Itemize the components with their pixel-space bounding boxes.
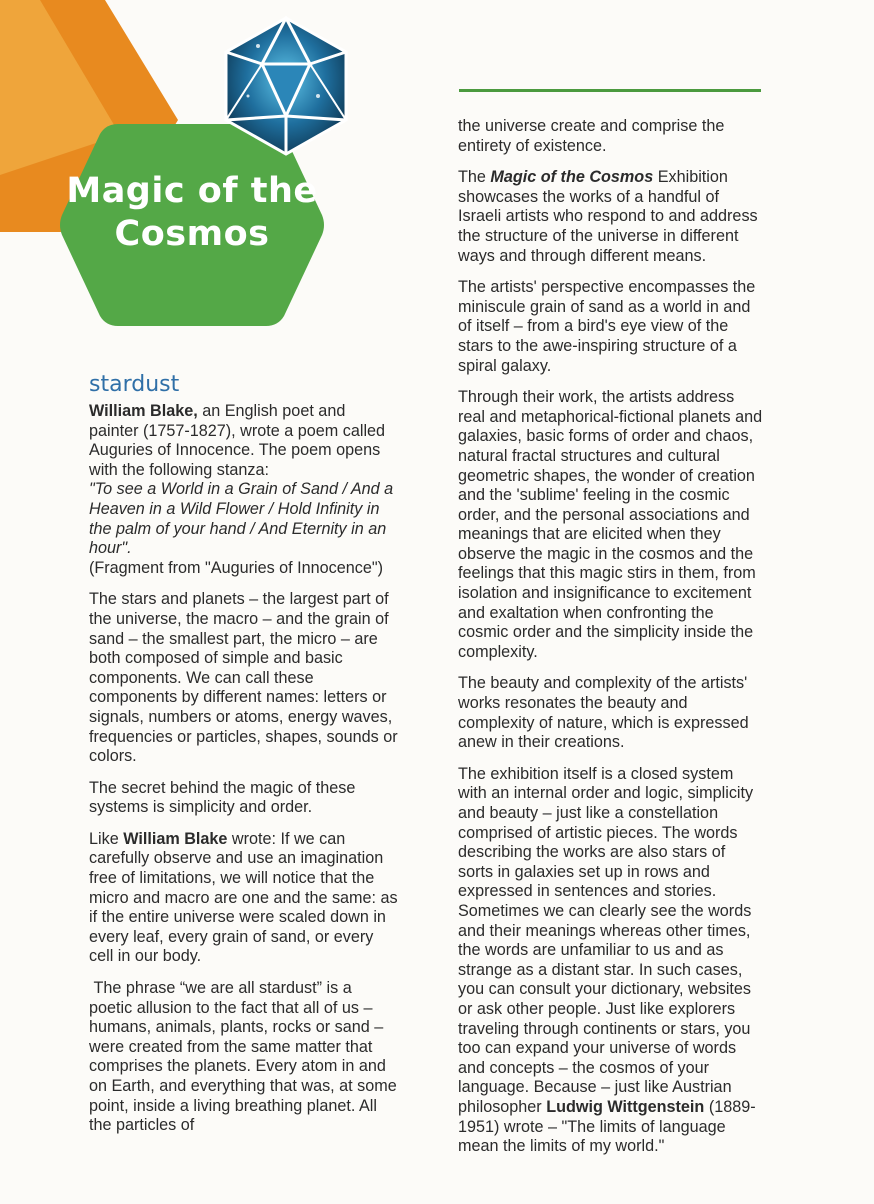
paragraph-closed-system [458,765,763,1157]
paragraph-macro-micro: The stars and planets – the largest part of the universe, the macro – and the grain of sand – the smallest part, the micro – are both composed of simple and basic components. We can call these components by different names: letters or signals, numbers or atoms, energy waves, frequencies or particles, shapes, sounds or colors. [89,590,398,766]
intro-text: an English poet and painter (1757-1827), wrote a poem called Auguries of Innocence. The poem opens with the following stanza: [89,402,386,479]
fragment-note: (Fragment from "Auguries of Innocence") [89,558,383,577]
closed-system-text: The exhibition itself is a closed system with an internal order and logic, simplicity and beauty – just like a constellation comprised of artistic pieces. The words describing the works are also stars of sorts in galaxies set up in rows and expressed in sentences and stories. Sometimes we can clearly see the words and their meanings whereas other times, the words are unfamiliar to us and as strange as a distant star. In such cases, you can consult your dictionary, websites or ask other people. Just like explorers traveling through continents or stars, you too can expand your universe of words and concepts – the cosmos of your language. Because – just like Austrian philosopher [458,764,754,1116]
logo-title [56,170,328,256]
paragraph-stardust: The phrase “we are all stardust” is a poetic allusion to the fact that all of us – humans, animals, plants, rocks or sand – were created from the same matter that comprises the planets. Every atom in and on Earth, and everything that was, at some point, inside a living breathing planet. All the particles of [89,979,402,1135]
closed-system-ending: (1889-1951) wrote – "The limits of language mean the limits of my world." [458,1097,756,1156]
paragraph-like-blake [89,830,399,967]
paragraph-perspective: The artists' perspective encompasses the miniscule grain of sand as a world in and of itself – from a bird's eye view of the stars to the awe-inspiring structure of a spiral galaxy. [458,278,756,375]
paragraph-continuation: the universe create and comprise the entirety of existence. [458,117,725,155]
author-name: William Blake [123,829,228,848]
section-heading: stardust [89,372,180,397]
exhibition-prefix: The [458,168,491,187]
green-divider-rule [459,89,761,92]
exhibition-title: Magic of the Cosmos [490,168,654,187]
author-name: William Blake, [89,402,198,420]
paragraph-through-work: Through their work, the artists address real and metaphorical-fictional planets and galaxies, basic forms of order and chaos, natural fractal structures and cultural geometric shapes, the wonder of creation and the 'sublime' feeling in the cosmic order, and the personal associations and meanings that are elicited when they observe the magic in the cosmos and the feelings that this magic stirs in them, from isolation and insignificance to excitement and exaltation when confronting the cosmic order and the simplicity inside the complexity. [458,388,763,661]
poem-quote: "To see a World in a Grain of Sand / And a Heaven in a Wild Flower / Hold Infinity in the palm of your hand / And Eternity in an hour". [89,480,394,558]
like-text: wrote: If we can carefully observe and use an imagination free of limitations, we will notice that the micro and macro are one and the same: as if the entire universe were scaled down in every leaf, every grain of sand, or every cell in our body. [89,829,398,966]
logo-title-line1: Magic of the [66,171,318,211]
philosopher-name: Ludwig Wittgenstein [546,1097,705,1116]
paragraph-beauty: The beauty and complexity of the artists' works resonates the beauty and complexity of nature, which is expressed anew in their creations. [458,674,749,752]
d20-dice-icon [218,16,354,156]
paragraph-blake-intro [89,402,399,578]
paragraph-exhibition [458,168,763,266]
right-column [458,117,763,1169]
logo-title-line2: Cosmos [114,214,270,254]
paragraph-secret: The secret behind the magic of these systems is simplicity and order. [89,778,356,817]
like-prefix: Like [89,829,124,848]
left-column [89,372,402,1148]
exhibition-text: Exhibition showcases the works of a handful of Israeli artists who respond to and address the structure of the universe in different ways and through different means. [458,168,758,265]
